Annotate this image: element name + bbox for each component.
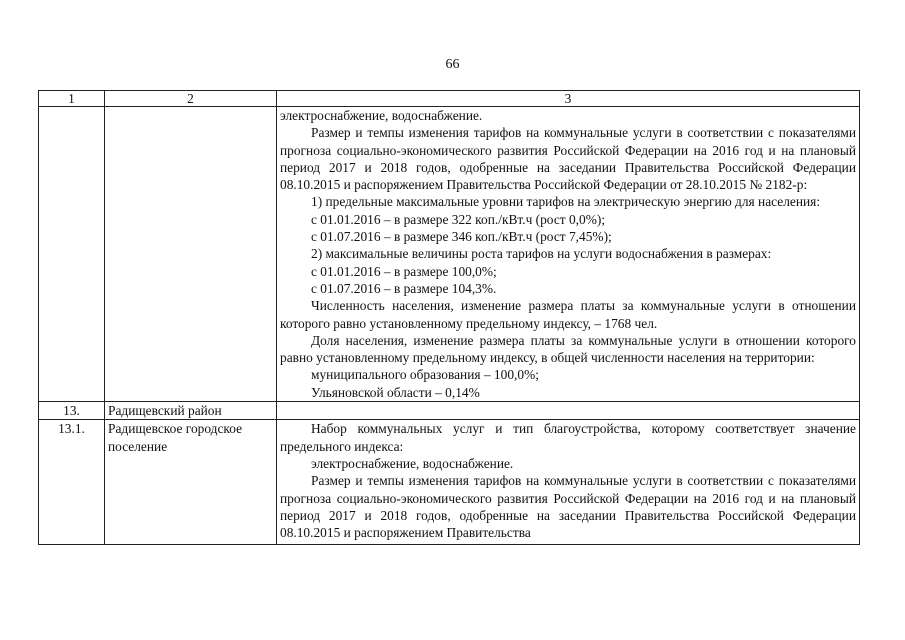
paragraph: Численность населения, изменение размера платы за коммунальные услуги в отношении которого равно установленному предельному индексу, – 1768 чел. xyxy=(280,298,856,331)
column-number-row xyxy=(39,91,860,107)
continued-text-cell xyxy=(277,107,860,402)
continued-num-cell xyxy=(39,107,105,402)
row-13-1-settlement: Радищевское городское поселение xyxy=(105,420,277,545)
paragraph: с 01.01.2016 – в размере 322 коп./кВт.ч (рост 0,0%); xyxy=(311,211,606,227)
row-13-1-text xyxy=(277,420,860,545)
paragraph: электроснабжение, водоснабжение. xyxy=(311,455,514,471)
paragraph: Размер и темпы изменения тарифов на коммунальные услуги в соответствии с показателями прогноза социально-экономического развития Российской Федерации на 2016 год и на плановый период 2017 и 2018 годов, одобренные на заседании Правительства Российской Федерации 08.10.2015 и распоряжением Правительства xyxy=(280,473,856,541)
column-number-1: 1 xyxy=(39,91,105,107)
paragraph: электроснабжение, водоснабжение. xyxy=(280,108,483,123)
paragraph: с 01.07.2016 – в размере 104,3%. xyxy=(311,280,497,296)
row-13-1-number: 13.1. xyxy=(39,420,105,545)
table-row-13 xyxy=(39,402,860,420)
paragraph: Размер и темпы изменения тарифов на коммунальные услуги в соответствии с показателями прогноза социально-экономического развития Российской Федерации на 2016 год и на плановый период 2017 и 2018 годов, одобренные на заседании Правительства Российской Федерации 08.10.2015 и распоряжением Правительства Российской Федерации от 28.10.2015 № 2182-р: xyxy=(280,125,856,193)
paragraph: Доля населения, изменение размера платы за коммунальные услуги в отношении которого равно установленному предельному индексу, в общей численности населения на территории: xyxy=(280,332,856,366)
page-number: 66 xyxy=(445,57,460,72)
paragraph: 1) предельные максимальные уровни тарифов на электрическую энергию для населения: xyxy=(311,194,821,210)
paragraph: муниципального образования – 100,0%; xyxy=(311,367,539,383)
row-13-text xyxy=(277,402,860,420)
paragraph: с 01.07.2016 – в размере 346 коп./кВт.ч (рост 7,45%); xyxy=(311,229,612,245)
paragraph: Набор коммунальных услуг и тип благоустройства, которому соответствует значение предельного индекса: xyxy=(280,421,856,454)
paragraph: Ульяновской области – 0,14% xyxy=(311,384,480,400)
table-row-13-1 xyxy=(39,420,860,545)
paragraph: 2) максимальные величины роста тарифов на услуги водоснабжения в размерах: xyxy=(311,246,772,262)
paragraph: с 01.01.2016 – в размере 100,0%; xyxy=(311,263,497,279)
row-13-number: 13. xyxy=(39,402,105,420)
row-13-district: Радищевский район xyxy=(105,402,277,420)
continued-name-cell xyxy=(105,107,277,402)
tariff-table xyxy=(38,90,860,545)
column-number-3: 3 xyxy=(277,91,860,107)
continued-row xyxy=(39,107,860,402)
column-number-2: 2 xyxy=(105,91,277,107)
row-13-1-paragraphs xyxy=(280,420,856,544)
continued-paragraphs xyxy=(280,107,856,401)
